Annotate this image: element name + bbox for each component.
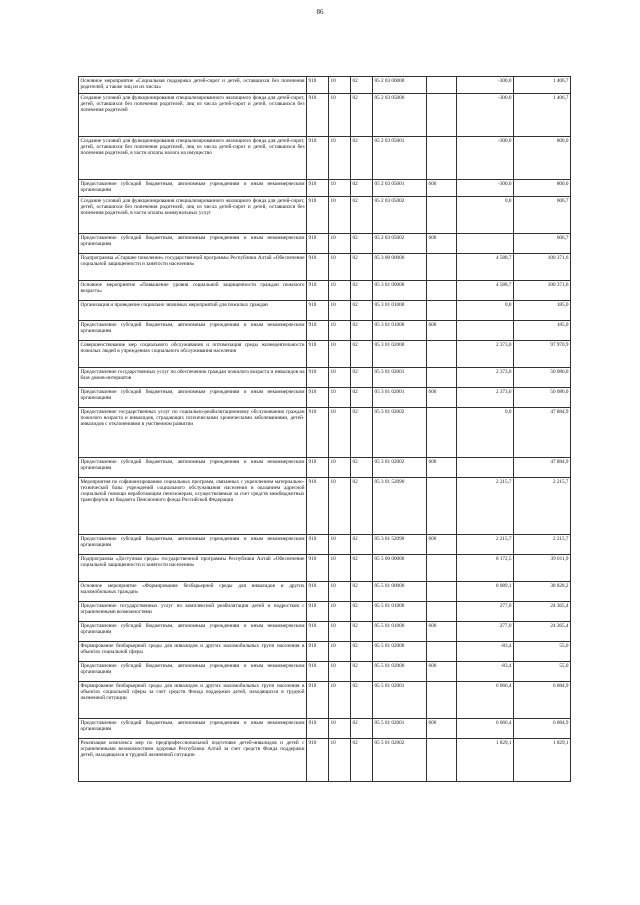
expense-type-code [427, 94, 457, 137]
subsection-code: 02 [351, 197, 373, 234]
ministry-code: 910 [307, 622, 329, 642]
ministry-code: 910 [307, 642, 329, 662]
item-name: Предоставление субсидий бюджетным, автономным учреждениям и иным некоммерческим организациям [79, 180, 307, 197]
target-article-code: 05 5 01 02001 [373, 719, 427, 739]
expense-type-code [427, 341, 457, 368]
subsection-code: 02 [351, 368, 373, 388]
section-code: 10 [329, 94, 351, 137]
subsection-code: 02 [351, 341, 373, 368]
table-row [79, 368, 571, 388]
subsection-code: 02 [351, 180, 373, 197]
item-name: Организация и проведение социально значимых мероприятий для пожилых граждан [79, 301, 307, 321]
subsection-code: 02 [351, 301, 373, 321]
table-row [79, 622, 571, 642]
item-name: Предоставление субсидий бюджетным, автономным учреждениям и иным некоммерческим организациям [79, 622, 307, 642]
expense-type-code: 600 [427, 662, 457, 682]
expense-type-code: 600 [427, 234, 457, 254]
table-row [79, 662, 571, 682]
table-row [79, 137, 571, 180]
section-code: 10 [329, 281, 351, 301]
ministry-code: 910 [307, 555, 329, 582]
expense-type-code [427, 682, 457, 719]
page-number: 86 [316, 8, 324, 16]
item-name: Предоставление государственных услуг по социально-реабилитационному обслуживанию граждан пожилого возраста и инвалидов, страдающих психическими хроническими заболеваниями, детей-инвалидов с отклонениями в умственном развитии [79, 408, 307, 458]
item-name: Предоставление субсидий бюджетным, автономным учреждениям и иным некоммерческим организациям [79, 719, 307, 739]
ministry-code: 910 [307, 137, 329, 180]
expense-type-code: 600 [427, 388, 457, 408]
change-amount: 8 089,1 [457, 582, 514, 602]
section-code: 10 [329, 137, 351, 180]
total-amount: 185,0 [514, 301, 571, 321]
target-article-code: 05 3 01 02000 [373, 341, 427, 368]
table-row [79, 254, 571, 281]
change-amount [457, 321, 514, 341]
ministry-code: 910 [307, 368, 329, 388]
change-amount: 277,0 [457, 622, 514, 642]
target-article-code: 05 2 03 05001 [373, 180, 427, 197]
change-amount: 2 373,0 [457, 388, 514, 408]
change-amount: -300,0 [457, 94, 514, 137]
change-amount: -300,0 [457, 77, 514, 94]
table-row [79, 739, 571, 782]
ministry-code: 910 [307, 180, 329, 197]
expense-type-code [427, 368, 457, 388]
table-row [79, 535, 571, 555]
target-article-code: 05 5 01 01000 [373, 602, 427, 622]
expense-type-code [427, 642, 457, 662]
target-article-code: 05 3 00 00000 [373, 254, 427, 281]
change-amount: 8 172,5 [457, 555, 514, 582]
section-code: 10 [329, 301, 351, 321]
ministry-code: 910 [307, 94, 329, 137]
section-code: 10 [329, 555, 351, 582]
target-article-code: 05 3 01 02001 [373, 388, 427, 408]
subsection-code: 02 [351, 281, 373, 301]
table-row [79, 281, 571, 301]
item-name: Предоставление субсидий бюджетным, автономным учреждениям и иным некоммерческим организациям [79, 388, 307, 408]
table-row [79, 478, 571, 535]
item-name: Предоставление субсидий бюджетным, автономным учреждениям и иным некоммерческим организациям [79, 535, 307, 555]
table-row [79, 321, 571, 341]
ministry-code: 910 [307, 682, 329, 719]
ministry-code: 910 [307, 739, 329, 782]
item-name: Создание условий для функционирования специализированного жилищного фонда для детей-сирот, детей, оставшихся без попечения родителей, лиц из числа детей-сирот и детей, оставшихся без попечения родителей, в части оплаты коммунальных услуг [79, 197, 307, 234]
table-row [79, 642, 571, 662]
item-name: Основное мероприятие «Формирование безбарьерной среды для инвалидов и других маломобильных граждан» [79, 582, 307, 602]
expense-type-code [427, 301, 457, 321]
budget-table [78, 76, 571, 782]
ministry-code: 910 [307, 234, 329, 254]
total-amount: 55,0 [514, 662, 571, 682]
target-article-code: 05 2 03 05002 [373, 197, 427, 234]
expense-type-code [427, 555, 457, 582]
target-article-code: 05 3 01 01000 [373, 321, 427, 341]
expense-type-code [427, 77, 457, 94]
target-article-code: 05 2 03 00000 [373, 77, 427, 94]
total-amount: 800,0 [514, 180, 571, 197]
change-amount [457, 234, 514, 254]
change-amount: 0,0 [457, 408, 514, 458]
ministry-code: 910 [307, 341, 329, 368]
section-code: 10 [329, 197, 351, 234]
target-article-code: 05 3 01 52090 [373, 478, 427, 535]
subsection-code: 02 [351, 582, 373, 602]
expense-type-code [427, 582, 457, 602]
section-code: 10 [329, 234, 351, 254]
table-row [79, 719, 571, 739]
total-amount: 50 086,0 [514, 388, 571, 408]
section-code: 10 [329, 582, 351, 602]
total-amount: 185,0 [514, 321, 571, 341]
change-amount: 2 373,0 [457, 368, 514, 388]
table-row [79, 234, 571, 254]
table-row [79, 180, 571, 197]
change-amount: -300,0 [457, 180, 514, 197]
subsection-code: 02 [351, 137, 373, 180]
section-code: 10 [329, 321, 351, 341]
target-article-code: 05 5 01 00000 [373, 582, 427, 602]
subsection-code: 02 [351, 77, 373, 94]
change-amount: 2 215,7 [457, 535, 514, 555]
target-article-code: 05 2 03 05000 [373, 94, 427, 137]
target-article-code: 05 3 01 01000 [373, 301, 427, 321]
change-amount: 2 373,0 [457, 341, 514, 368]
section-code: 10 [329, 368, 351, 388]
total-amount: 2 215,7 [514, 535, 571, 555]
change-amount: 4 588,7 [457, 254, 514, 281]
expense-type-code: 600 [427, 321, 457, 341]
ministry-code: 910 [307, 602, 329, 622]
table-body [79, 77, 571, 782]
total-amount: 38 828,2 [514, 582, 571, 602]
subsection-code: 02 [351, 719, 373, 739]
expense-type-code [427, 478, 457, 535]
item-name: Подпрограмма «Доступная среда» государственной программы Республики Алтай «Обеспечение социальной защищенности и занятости населения» [79, 555, 307, 582]
item-name: Реализация комплекса мер по предпрофессиональной подготовке детей-инвалидов и детей с ограниченными возможностями здоровья Республики Алтай за счет средств Фонда поддержки детей, находящихся в трудной жизненной ситуации [79, 739, 307, 782]
ministry-code: 910 [307, 281, 329, 301]
total-amount: 606,7 [514, 234, 571, 254]
expense-type-code [427, 281, 457, 301]
expense-type-code: 600 [427, 622, 457, 642]
item-name: Предоставление субсидий бюджетным, автономным учреждениям и иным некоммерческим организациям [79, 321, 307, 341]
total-amount: 1 406,7 [514, 94, 571, 137]
section-code: 10 [329, 77, 351, 94]
target-article-code: 05 5 01 02000 [373, 642, 427, 662]
item-name: Основное мероприятие «Повышение уровня социальной защищенности граждан пожилого возраста» [79, 281, 307, 301]
ministry-code: 910 [307, 582, 329, 602]
section-code: 10 [329, 719, 351, 739]
item-name: Основное мероприятие «Социальная поддержка детей-сирот и детей, оставшихся без попечения родителей, а также лиц из их числа» [79, 77, 307, 94]
expense-type-code [427, 197, 457, 234]
change-amount: 1 829,1 [457, 739, 514, 782]
ministry-code: 910 [307, 77, 329, 94]
item-name: Совершенствование мер социального обслуживания и оптимизация среды жизнедеятельности пожилых людей в учреждениях социального обслуживания населения [79, 341, 307, 368]
section-code: 10 [329, 662, 351, 682]
ministry-code: 910 [307, 408, 329, 458]
item-name: Предоставление субсидий бюджетным, автономным учреждениям и иным некоммерческим организациям [79, 662, 307, 682]
subsection-code: 02 [351, 234, 373, 254]
total-amount: 24 365,4 [514, 622, 571, 642]
target-article-code: 05 2 03 05001 [373, 137, 427, 180]
section-code: 10 [329, 180, 351, 197]
ministry-code: 910 [307, 321, 329, 341]
ministry-code: 910 [307, 719, 329, 739]
change-amount: 277,0 [457, 602, 514, 622]
target-article-code: 05 3 01 02002 [373, 458, 427, 478]
ministry-code: 910 [307, 254, 329, 281]
total-amount: 47 884,9 [514, 458, 571, 478]
total-amount: 47 884,9 [514, 408, 571, 458]
target-article-code: 05 5 01 02001 [373, 682, 427, 719]
table-row [79, 602, 571, 622]
total-amount: 100 371,6 [514, 281, 571, 301]
total-amount: 50 086,0 [514, 368, 571, 388]
total-amount: 24 365,4 [514, 602, 571, 622]
change-amount: -83,4 [457, 662, 514, 682]
expense-type-code [427, 137, 457, 180]
target-article-code: 05 2 03 05002 [373, 234, 427, 254]
expense-type-code [427, 739, 457, 782]
subsection-code: 02 [351, 254, 373, 281]
total-amount: 1 829,1 [514, 739, 571, 782]
subsection-code: 02 [351, 642, 373, 662]
expense-type-code [427, 408, 457, 458]
ministry-code: 910 [307, 197, 329, 234]
change-amount: 6 066,4 [457, 682, 514, 719]
subsection-code: 02 [351, 458, 373, 478]
section-code: 10 [329, 408, 351, 458]
item-name: Подпрограмма «Старшее поколение» государственной программы Республики Алтай «Обеспечение социальной защищенности и занятости населения» [79, 254, 307, 281]
section-code: 10 [329, 341, 351, 368]
ministry-code: 910 [307, 478, 329, 535]
table-row [79, 582, 571, 602]
target-article-code: 05 3 01 00000 [373, 281, 427, 301]
table-row [79, 458, 571, 478]
section-code: 10 [329, 535, 351, 555]
change-amount [457, 458, 514, 478]
total-amount: 97 970,9 [514, 341, 571, 368]
expense-type-code [427, 602, 457, 622]
expense-type-code: 600 [427, 180, 457, 197]
total-amount: 39 011,9 [514, 555, 571, 582]
ministry-code: 910 [307, 388, 329, 408]
expense-type-code: 600 [427, 535, 457, 555]
table-row [79, 301, 571, 321]
total-amount: 2 215,7 [514, 478, 571, 535]
subsection-code: 02 [351, 94, 373, 137]
target-article-code: 05 3 01 52090 [373, 535, 427, 555]
target-article-code: 05 5 01 02000 [373, 662, 427, 682]
target-article-code: 05 5 00 00000 [373, 555, 427, 582]
subsection-code: 02 [351, 478, 373, 535]
ministry-code: 910 [307, 458, 329, 478]
expense-type-code: 600 [427, 719, 457, 739]
item-name: Создание условий для функционирования специализированного жилищного фонда для детей-сирот, детей, оставшихся без попечения родителей, лиц из числа детей-сирот и детей, оставшихся без попечения родителей [79, 94, 307, 137]
section-code: 10 [329, 642, 351, 662]
item-name: Предоставление государственных услуг по обеспечению граждан пожилого возраста и инвалидов на базе домов-интернатов [79, 368, 307, 388]
ministry-code: 910 [307, 301, 329, 321]
subsection-code: 02 [351, 739, 373, 782]
change-amount: 2 215,7 [457, 478, 514, 535]
ministry-code: 910 [307, 535, 329, 555]
total-amount: 1 406,7 [514, 77, 571, 94]
subsection-code: 02 [351, 408, 373, 458]
total-amount: 800,0 [514, 137, 571, 180]
item-name: Формирование безбарьерной среды для инвалидов и других маломобильных групп населения в объектах социальной сферы [79, 642, 307, 662]
section-code: 10 [329, 478, 351, 535]
item-name: Предоставление субсидий бюджетным, автономным учреждениям и иным некоммерческим организациям [79, 234, 307, 254]
subsection-code: 02 [351, 555, 373, 582]
section-code: 10 [329, 388, 351, 408]
section-code: 10 [329, 602, 351, 622]
table-row [79, 388, 571, 408]
table-row [79, 94, 571, 137]
table-row [79, 555, 571, 582]
section-code: 10 [329, 254, 351, 281]
ministry-code: 910 [307, 662, 329, 682]
change-amount: 6 066,4 [457, 719, 514, 739]
change-amount: 0,0 [457, 301, 514, 321]
section-code: 10 [329, 739, 351, 782]
total-amount: 55,0 [514, 642, 571, 662]
item-name: Формирование безбарьерной среды для инвалидов и других маломобильных групп населения в объектах социальной сферы за счет средств Фонда поддержки детей, находящихся в трудной жизненной ситуации [79, 682, 307, 719]
section-code: 10 [329, 682, 351, 719]
expense-type-code: 600 [427, 458, 457, 478]
target-article-code: 05 5 01 01000 [373, 622, 427, 642]
table-row [79, 408, 571, 458]
item-name: Мероприятия по софинансированию социальных программ, связанных с укреплением материально-технической базы учреждений социального обслуживания населения и оказанием адресной социальной помощи неработающим пенсионерам, осуществляемые за счет средств межбюджетных трансфертов из бюджета Пенсионного фонда Российской Федерации [79, 478, 307, 535]
total-amount: 6 084,9 [514, 719, 571, 739]
item-name: Предоставление субсидий бюджетным, автономным учреждениям и иным некоммерческим организациям [79, 458, 307, 478]
item-name: Создание условий для функционирования специализированного жилищного фонда для детей-сирот, детей, оставшихся без попечения родителей, лиц из числа детей-сирот и детей, оставшихся без попечения родителей, в части оплаты налога на имущество [79, 137, 307, 180]
target-article-code: 05 3 01 02001 [373, 368, 427, 388]
change-amount: 4 588,7 [457, 281, 514, 301]
subsection-code: 02 [351, 321, 373, 341]
target-article-code: 05 5 01 02002 [373, 739, 427, 782]
subsection-code: 02 [351, 622, 373, 642]
change-amount: -300,0 [457, 137, 514, 180]
table-row [79, 682, 571, 719]
target-article-code: 05 3 01 02002 [373, 408, 427, 458]
subsection-code: 02 [351, 535, 373, 555]
section-code: 10 [329, 458, 351, 478]
total-amount: 606,7 [514, 197, 571, 234]
subsection-code: 02 [351, 602, 373, 622]
subsection-code: 02 [351, 388, 373, 408]
change-amount: 0,0 [457, 197, 514, 234]
table-row [79, 197, 571, 234]
table-row [79, 341, 571, 368]
table-row [79, 77, 571, 94]
total-amount: 100 371,6 [514, 254, 571, 281]
subsection-code: 02 [351, 662, 373, 682]
item-name: Предоставление государственных услуг по комплексной реабилитации детей и подростков с ограниченными возможностями [79, 602, 307, 622]
subsection-code: 02 [351, 682, 373, 719]
expense-type-code [427, 254, 457, 281]
section-code: 10 [329, 622, 351, 642]
change-amount: -83,4 [457, 642, 514, 662]
total-amount: 6 084,9 [514, 682, 571, 719]
